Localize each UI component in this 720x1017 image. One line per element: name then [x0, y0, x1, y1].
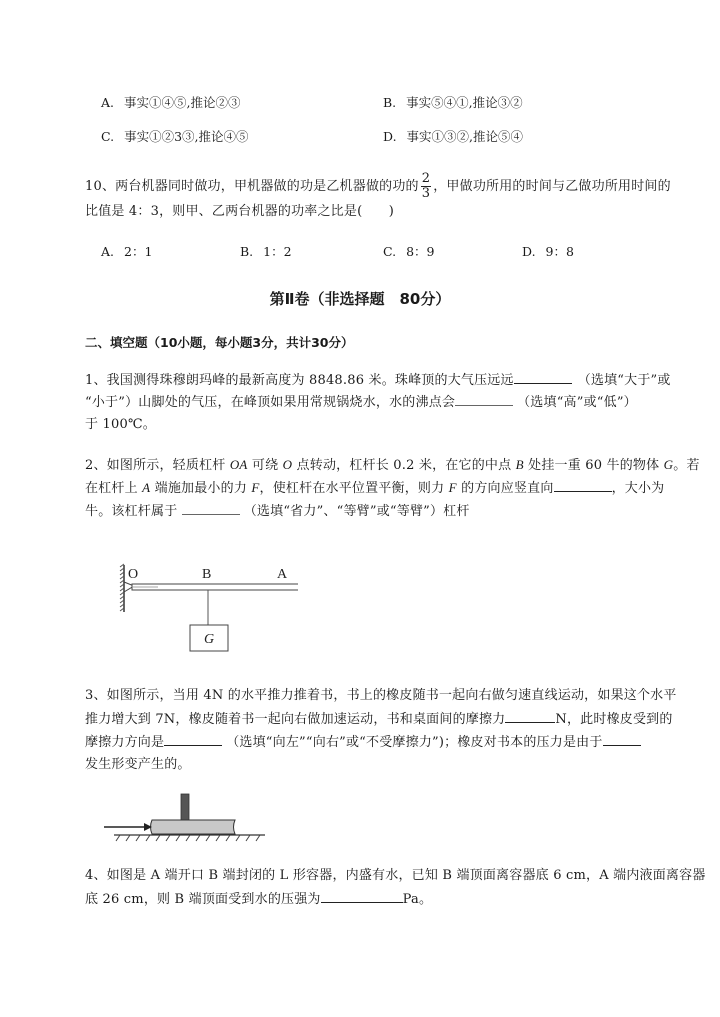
q2-line-3: [85, 502, 470, 521]
answer-blank[interactable]: [164, 733, 222, 746]
q2-text: 。若: [673, 458, 700, 473]
q9-option-d: [383, 128, 523, 146]
option-text: 事实①②3③,推论④⑤: [124, 129, 249, 144]
q1-text: （选填“大于”或: [577, 373, 671, 388]
option-text: 2：1: [124, 244, 153, 259]
q9-option-a: [101, 94, 240, 112]
q2-text: 处挂一重 60 牛的物体: [523, 458, 664, 473]
q3-line-1: 3、如图所示，当用 4N 的水平推力推着书，书上的橡皮随书一起向右做匀速直线运动，如果这个水平: [85, 688, 677, 703]
q4-text: Pa。: [402, 892, 433, 907]
q10-line-2: 比值是 4：3，则甲、乙两台机器的功率之比是( ): [85, 204, 395, 219]
var-g: G: [663, 457, 674, 472]
var-o: O: [282, 457, 293, 472]
answer-blank[interactable]: [455, 393, 513, 406]
answer-blank[interactable]: [554, 479, 612, 492]
label-g: G: [203, 632, 215, 647]
var-oa: OA: [229, 457, 248, 472]
var-f: F: [251, 480, 260, 495]
option-label: A.: [101, 244, 115, 259]
option-text: 8：9: [406, 244, 435, 259]
q10-option-a: [101, 243, 152, 261]
q2-text: ，使杠杆在水平位置平衡，则力: [259, 481, 449, 496]
q2-text: 可绕: [247, 458, 283, 473]
var-b: B: [515, 457, 524, 472]
q10-text: ，甲做功所用的时间与乙做功所用时间的: [433, 179, 671, 194]
option-label: D.: [383, 129, 397, 144]
q10-option-b: [240, 243, 292, 261]
label-b: B: [202, 567, 212, 582]
option-label: C.: [383, 244, 397, 259]
section-title: 第Ⅱ卷（非选择题 80分）: [269, 290, 451, 308]
q3-text: 推力增大到 7N，橡皮随着书一起向右做加速运动，书和桌面间的摩擦力: [85, 712, 506, 727]
q3-text: （选填“向左”“向右”或“不受摩擦力”)；橡皮对书本的压力是由于: [226, 735, 603, 750]
answer-blank[interactable]: [514, 371, 572, 384]
q1-text: （选填“高”或“低”）: [517, 395, 637, 410]
fraction-denominator: 3: [421, 186, 431, 201]
q3-text: 摩擦力方向是: [85, 735, 165, 750]
fraction-numerator: 2: [421, 171, 431, 186]
q4-line-1: 4、如图是 A 端开口 B 端封闭的 L 形容器，内盛有水，已知 B 端顶面离容器底 6 cm，A 端内液面离容器: [85, 868, 706, 883]
answer-blank[interactable]: [505, 710, 555, 723]
q1-text: “小于”）山脚处的气压，在峰顶如果用常规锅烧水，水的沸点会: [85, 395, 456, 410]
answer-blank[interactable]: [321, 890, 403, 903]
q2-text: （选填“省力”、“等臂”或“等臂”）杠杆: [243, 504, 470, 519]
answer-blank[interactable]: [603, 733, 641, 746]
q3-line-3: [85, 733, 641, 752]
answer-blank[interactable]: [182, 502, 240, 515]
option-text: 9：8: [545, 244, 574, 259]
book-eraser-figure: [100, 790, 280, 845]
option-label: C.: [101, 129, 115, 144]
option-label: B.: [240, 244, 254, 259]
q1-text: 1、我国测得珠穆朗玛峰的最新高度为 8848.86 米。珠峰顶的大气压远远: [85, 373, 514, 388]
label-a: A: [277, 567, 288, 582]
q2-text: 的方向应竖直向: [456, 481, 554, 496]
q2-text: 点转动，杠杆长 0.2 米，在它的中点: [292, 458, 516, 473]
fraction: [421, 172, 431, 201]
q1-line-1: [85, 371, 671, 390]
q9-option-b: [383, 94, 523, 112]
q2-text: 在杠杆上: [85, 481, 143, 496]
option-text: 1：2: [263, 244, 292, 259]
option-text: 事实①③②,推论⑤④: [406, 129, 524, 144]
option-label: D.: [522, 244, 536, 259]
q4-text: 底 26 cm，则 B 端顶面受到水的压强为: [85, 892, 321, 907]
q10-option-c: [383, 243, 434, 261]
q10-line-1: [85, 172, 671, 201]
var-f: F: [448, 480, 457, 495]
option-label: A.: [101, 95, 115, 110]
q1-line-2: [85, 393, 637, 412]
q9-option-c: [101, 128, 249, 146]
q10-text: 10、两台机器同时做功，甲机器做的功是乙机器做的功的: [85, 179, 419, 194]
option-text: 事实①④⑤,推论②③: [124, 95, 241, 110]
q2-text: 2、如图所示，轻质杠杆: [85, 458, 230, 473]
option-label: B.: [383, 95, 397, 110]
section-subtitle: 二、填空题（10小题，每小题3分，共计30分）: [85, 335, 354, 350]
q3-line-2: [85, 710, 673, 729]
lever-figure: [118, 560, 298, 660]
q3-text: N，此时橡皮受到的: [555, 712, 673, 727]
q10-option-d: [522, 243, 574, 261]
var-a: A: [142, 480, 151, 495]
q3-line-4: 发生形变产生的。: [85, 757, 191, 772]
q2-text: ，大小为: [611, 481, 665, 496]
q2-text: 牛。该杠杆属于: [85, 504, 182, 519]
q4-line-2: [85, 890, 432, 909]
label-o: O: [128, 567, 139, 582]
q2-line-1: [85, 456, 700, 475]
q1-line-3: 于 100℃。: [85, 417, 156, 432]
q2-text: 端施加最小的力: [150, 481, 252, 496]
option-text: 事实⑤④①,推论③②: [406, 95, 523, 110]
q2-line-2: [85, 479, 664, 498]
